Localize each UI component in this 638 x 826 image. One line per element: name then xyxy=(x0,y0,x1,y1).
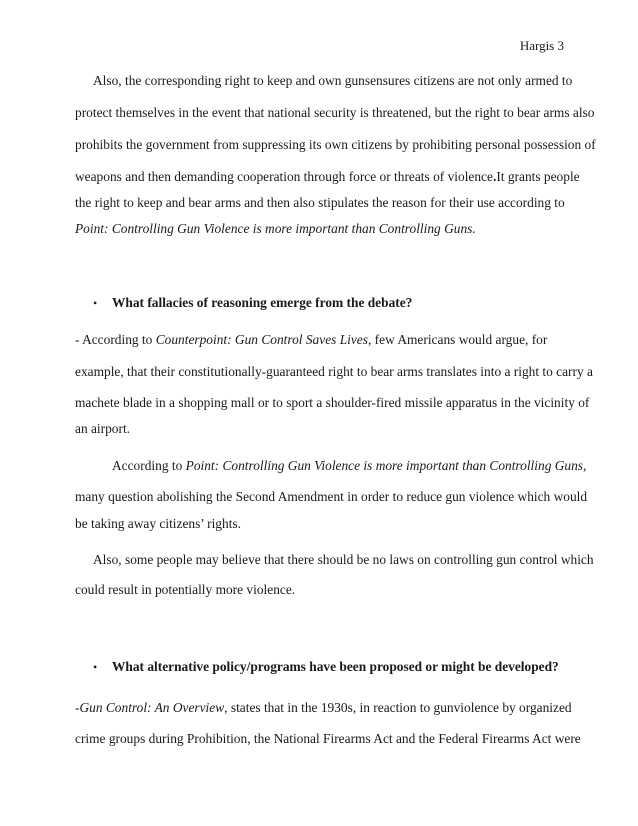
text-run: According to xyxy=(112,458,186,473)
text-line xyxy=(75,332,575,348)
text-run: weapons and then demanding cooperation through force or threats of violence xyxy=(75,169,493,184)
text-line: an airport. xyxy=(75,421,131,436)
section-heading: What fallacies of reasoning emerge from the debate? xyxy=(112,295,413,310)
text-line xyxy=(112,458,612,474)
text-line xyxy=(75,169,580,185)
text-line: be taking away citizens’ rights. xyxy=(75,516,241,531)
text-run: Counterpoint: Gun Control Saves Lives xyxy=(155,332,368,347)
text-line: example, that their constitutionally-guaranteed right to bear arms translates into a right to carry a xyxy=(75,364,593,379)
text-line: could result in potentially more violence. xyxy=(75,582,296,597)
text-run: Point: Controlling Gun Violence is more important than Controlling Guns xyxy=(185,458,584,473)
text-run: It grants people xyxy=(496,169,580,184)
text-line xyxy=(75,700,575,716)
text-run: - According to xyxy=(75,332,156,347)
text-line: Also, the corresponding right to keep and own gunsensures citizens are not only armed to xyxy=(93,73,573,88)
text-line: prohibits the government from suppressing its own citizens by prohibiting personal possession of xyxy=(75,137,596,152)
text-run: , xyxy=(583,458,587,473)
section-heading: What alternative policy/programs have been proposed or might be developed? xyxy=(112,659,559,674)
text-line: protect themselves in the event that national security is threatened, but the right to bear arms also xyxy=(75,105,595,120)
text-run: , states that in the 1930s, in reaction to gunviolence by organized xyxy=(224,700,572,715)
text-line: Also, some people may believe that there should be no laws on controlling gun control which xyxy=(93,552,594,567)
text-run: Gun Control: An Overview xyxy=(79,700,225,715)
text-line: many question abolishing the Second Amendment in order to reduce gun violence which would xyxy=(75,489,588,504)
text-run: - xyxy=(75,700,80,715)
text-line: Point: Controlling Gun Violence is more important than Controlling Guns. xyxy=(75,221,476,236)
text-line: the right to keep and bear arms and then also stipulates the reason for their use according to xyxy=(75,195,565,210)
text-run: . xyxy=(492,169,497,184)
text-run: , few Americans would argue, for xyxy=(367,332,548,347)
page-header: Hargis 3 xyxy=(519,38,564,53)
text-line: machete blade in a shopping mall or to sport a shoulder-fired missile apparatus in the vicinity of xyxy=(75,395,590,410)
bullet-icon: • xyxy=(93,296,98,310)
bullet-icon: • xyxy=(93,660,98,674)
text-line: crime groups during Prohibition, the National Firearms Act and the Federal Firearms Act were xyxy=(75,731,581,746)
